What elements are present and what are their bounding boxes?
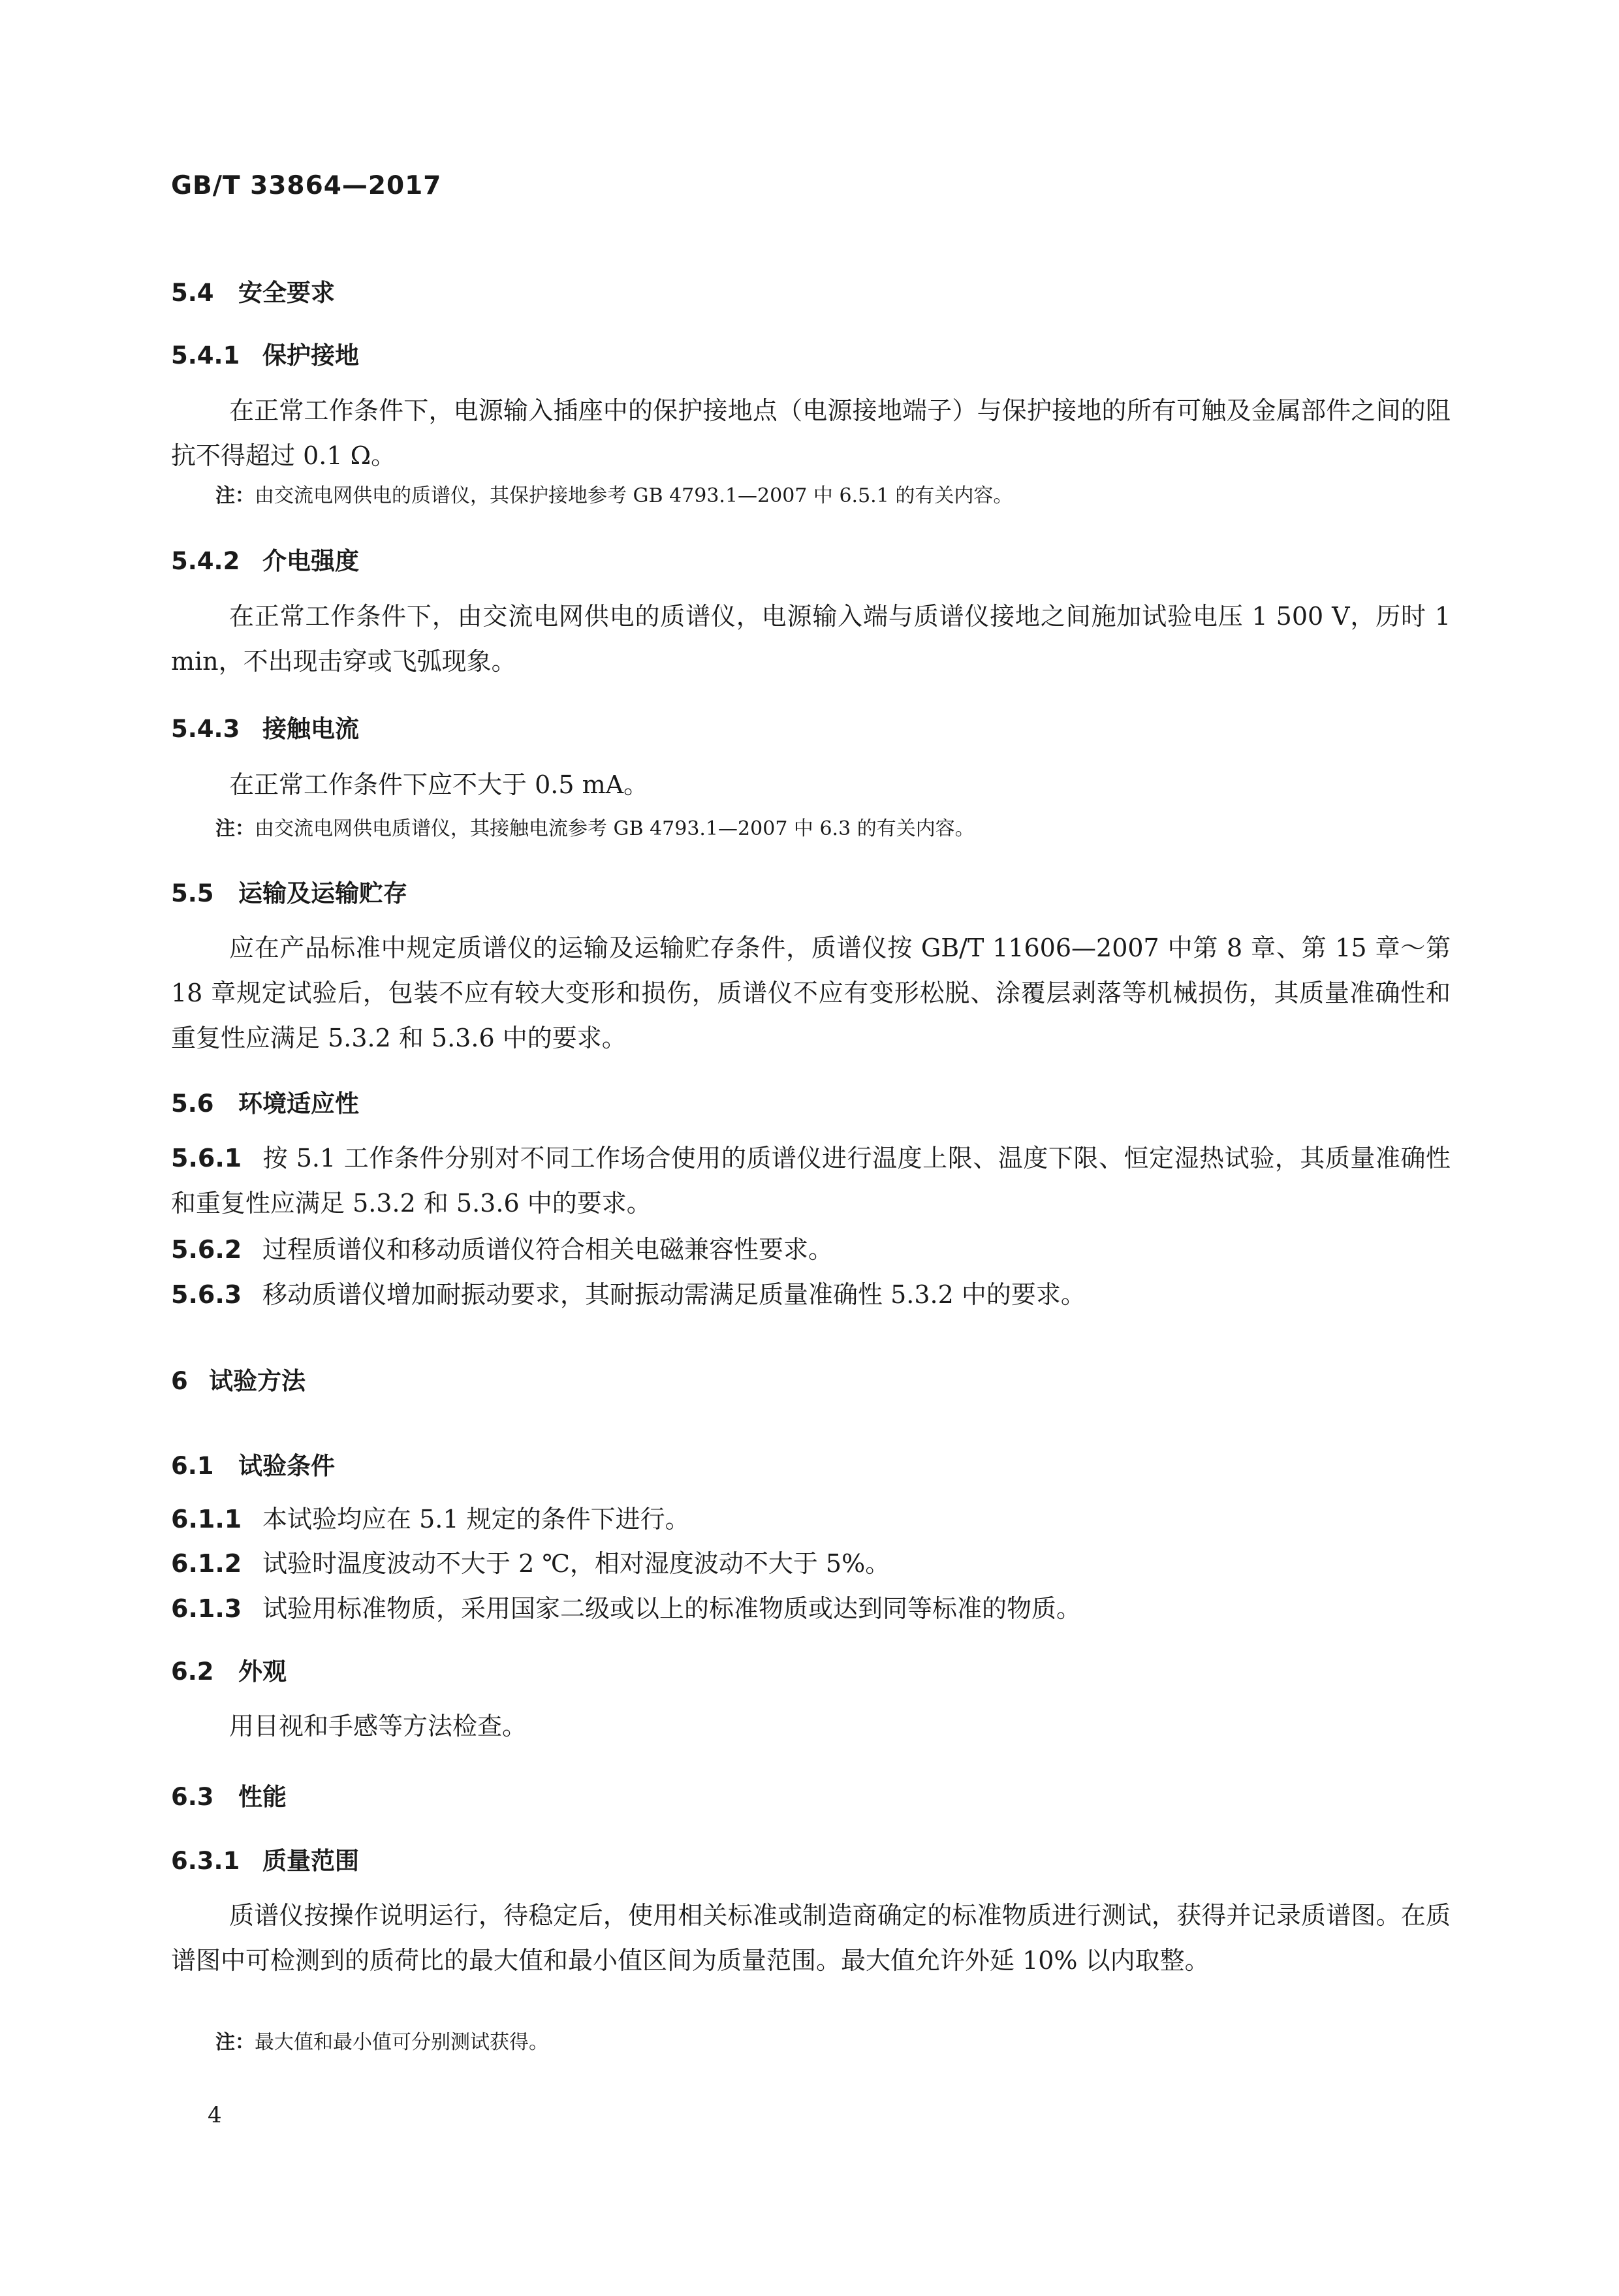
heading-number: 5.6 [171, 1090, 214, 1118]
heading-5-4-1 [171, 336, 359, 371]
paragraph-5-4-3: 在正常工作条件下应不大于 0.5 mA。 [229, 770, 649, 799]
clause-6-1-2 [171, 1541, 1451, 1586]
note-text: 由交流电网供电的质谱仪，其保护接地参考 GB 4793.1—2007 中 6.5.1 的有关内容。 [255, 484, 1013, 507]
heading-title: 介电强度 [262, 547, 359, 575]
heading-title: 接触电流 [262, 715, 359, 743]
note-text: 由交流电网供电质谱仪，其接触电流参考 GB 4793.1—2007 中 6.3 的有关内容。 [255, 817, 975, 840]
paragraph-5-4-1: 在正常工作条件下，电源输入插座中的保护接地点（电源接地端子）与保护接地的所有可触及金属部件之间的阻抗不得超过 0.1 Ω。 [171, 396, 1451, 470]
heading-6-3 [171, 1777, 287, 1812]
clause-text: 试验时温度波动不大于 2 ℃，相对湿度波动不大于 5%。 [262, 1549, 890, 1578]
heading-title: 质量范围 [262, 1847, 359, 1875]
heading-number: 5.4.1 [171, 341, 240, 370]
heading-title: 性能 [238, 1783, 287, 1811]
heading-6-2 [171, 1652, 287, 1687]
heading-title: 安全要求 [238, 279, 335, 307]
heading-6-1 [171, 1446, 335, 1481]
clause-text: 按 5.1 工作条件分别对不同工作场合使用的质谱仪进行温度上限、温度下限、恒定湿热试验，其质量准确性和重复性应满足 5.3.2 和 5.3.6 中的要求。 [171, 1144, 1451, 1218]
heading-title: 运输及运输贮存 [238, 879, 407, 907]
clause-text: 过程质谱仪和移动质谱仪符合相关电磁兼容性要求。 [262, 1235, 834, 1264]
heading-number: 5.5 [171, 879, 214, 907]
note-label: 注： [215, 2031, 255, 2054]
clause-text: 移动质谱仪增加耐振动要求，其耐振动需满足质量准确性 5.3.2 中的要求。 [262, 1280, 1086, 1309]
clause-text: 本试验均应在 5.1 规定的条件下进行。 [262, 1505, 690, 1533]
clause-text: 试验用标准物质，采用国家二级或以上的标准物质或达到同等标准的物质。 [262, 1594, 1082, 1623]
standard-code: GB/T 33864—2017 [171, 171, 442, 200]
clause-number: 5.6.1 [171, 1144, 242, 1172]
heading-5-5 [171, 873, 407, 909]
clause-number: 6.1.1 [171, 1505, 242, 1533]
clause-5-6-3 [171, 1272, 1451, 1317]
heading-title: 外观 [238, 1658, 287, 1686]
heading-5-4-3 [171, 709, 359, 744]
clause-6-1-3 [171, 1586, 1451, 1631]
heading-5-4-2 [171, 541, 359, 576]
heading-5-6 [171, 1084, 359, 1119]
paragraph-5-5: 应在产品标准中规定质谱仪的运输及运输贮存条件，质谱仪按 GB/T 11606—2007 中第 8 章、第 15 章～第 18 章规定试验后，包装不应有较大变形和损伤，质谱仪不应有变形松脱、涂覆层剥落等机械损伤，其质量准确性和重复性应满足 5.3.2 和 5.3.6 中的要求。 [171, 934, 1451, 1052]
clause-number: 5.6.3 [171, 1280, 242, 1309]
heading-number: 6.3.1 [171, 1847, 240, 1875]
clause-6-1-1 [171, 1497, 1451, 1542]
heading-title: 保护接地 [262, 341, 359, 370]
heading-number: 5.4.2 [171, 547, 240, 575]
note-5-4-1 [215, 481, 1449, 511]
note-6-3-1 [215, 2028, 1449, 2058]
note-5-4-3 [215, 814, 1449, 844]
note-label: 注： [215, 817, 255, 840]
page-number: 4 [208, 2102, 222, 2128]
paragraph-6-2: 用目视和手感等方法检查。 [229, 1712, 527, 1740]
clause-5-6-2 [171, 1227, 1451, 1272]
clause-5-6-1 [171, 1136, 1451, 1226]
heading-number: 5.4 [171, 279, 214, 307]
note-label: 注： [215, 484, 255, 507]
heading-6-3-1 [171, 1841, 359, 1876]
paragraph-5-4-2: 在正常工作条件下，由交流电网供电的质谱仪，电源输入端与质谱仪接地之间施加试验电压 1 500 V，历时 1 min，不出现击穿或飞弧现象。 [171, 602, 1451, 676]
heading-5-4 [171, 273, 335, 308]
heading-number: 5.4.3 [171, 715, 240, 743]
note-text: 最大值和最小值可分别测试获得。 [255, 2031, 548, 2054]
heading-title: 试验方法 [209, 1367, 306, 1395]
clause-number: 6.1.2 [171, 1549, 242, 1578]
heading-6 [171, 1361, 306, 1396]
heading-number: 6.2 [171, 1658, 214, 1686]
heading-number: 6 [171, 1367, 188, 1395]
paragraph-6-3-1: 质谱仪按操作说明运行，待稳定后，使用相关标准或制造商确定的标准物质进行测试，获得并记录质谱图。在质谱图中可检测到的质荷比的最大值和最小值区间为质量范围。最大值允许外延 10% 以内取整。 [171, 1901, 1451, 1975]
heading-number: 6.1 [171, 1452, 214, 1480]
heading-title: 环境适应性 [238, 1090, 359, 1118]
heading-title: 试验条件 [238, 1452, 335, 1480]
clause-number: 5.6.2 [171, 1235, 242, 1264]
clause-number: 6.1.3 [171, 1594, 242, 1623]
heading-number: 6.3 [171, 1783, 214, 1811]
